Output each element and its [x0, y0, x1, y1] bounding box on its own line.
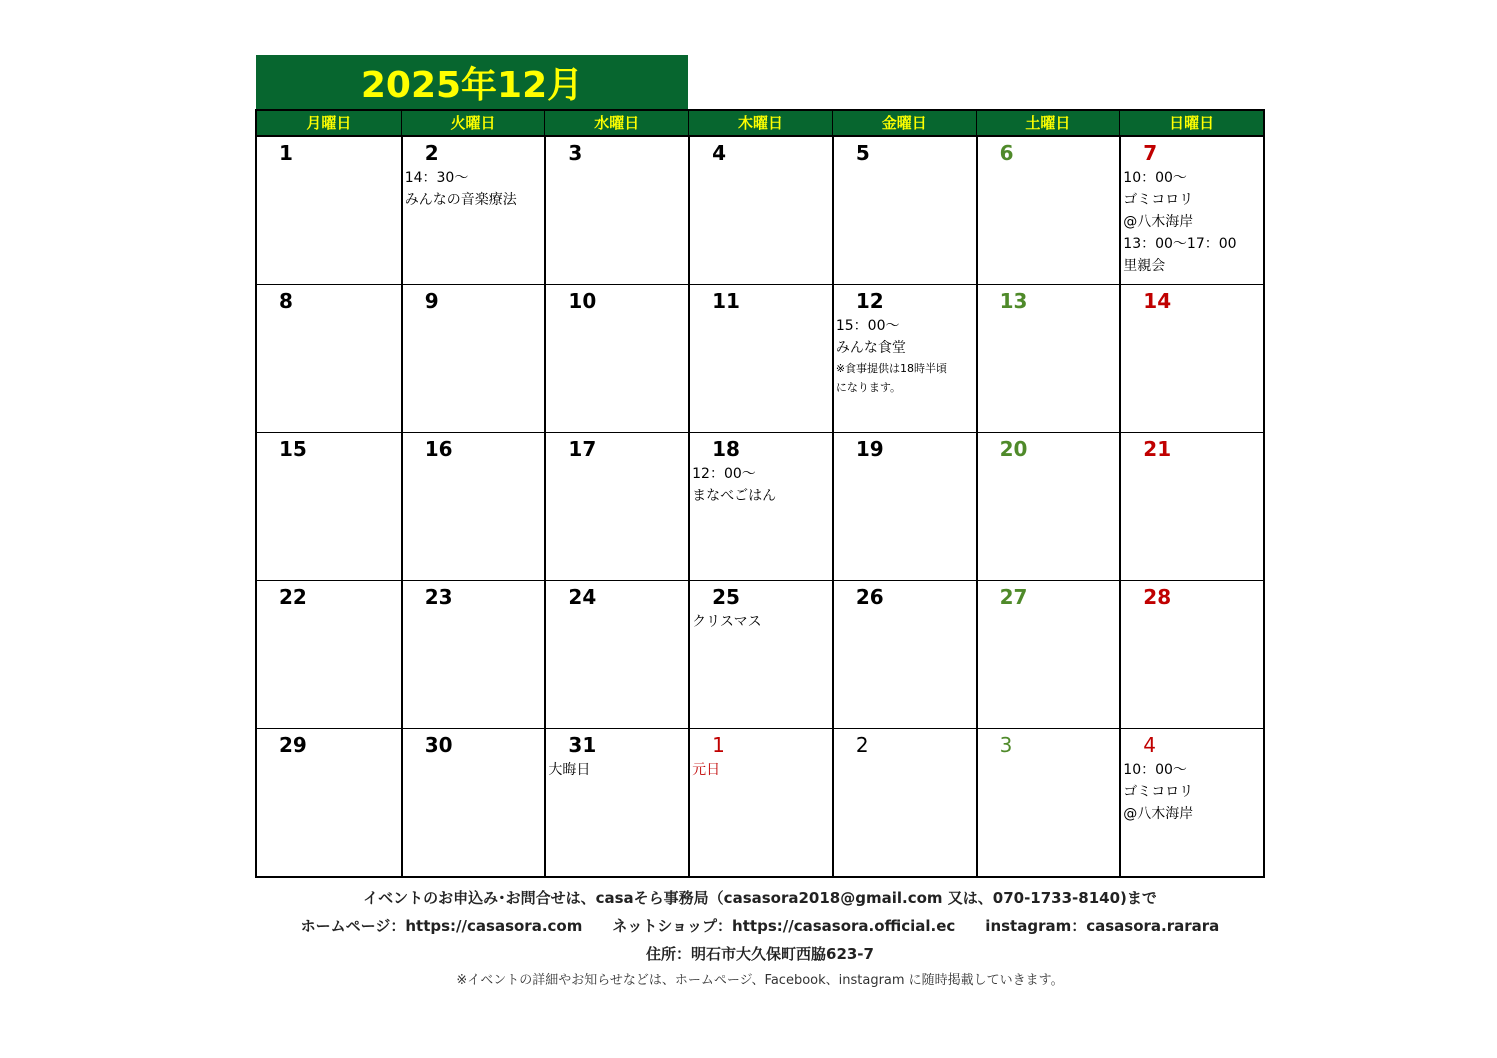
day-cell	[401, 729, 545, 876]
event-note: ※食事提供は18時半頃	[835, 362, 948, 375]
calendar-grid	[255, 109, 1265, 878]
day-number: 6	[999, 141, 1014, 165]
event-note: になります。	[835, 381, 901, 394]
event-text: ゴミコロリ	[1123, 784, 1194, 800]
weekday-label: 金曜日	[832, 111, 976, 135]
footer	[255, 884, 1265, 994]
weekday-label: 土曜日	[976, 111, 1120, 135]
day-cell	[832, 433, 976, 580]
day-cell	[1119, 581, 1263, 728]
day-events	[1123, 167, 1236, 277]
event-text: みんなの音楽療法	[404, 192, 517, 208]
day-number: 5	[855, 141, 870, 165]
day-cell	[257, 285, 401, 432]
day-cell	[832, 137, 976, 284]
day-events	[692, 463, 776, 507]
day-number: 26	[855, 585, 884, 609]
day-number: 20	[999, 437, 1028, 461]
day-events	[1123, 759, 1193, 825]
day-cell	[832, 285, 976, 432]
day-number: 12	[855, 289, 884, 313]
day-cell	[401, 137, 545, 284]
calendar-week	[257, 580, 1263, 728]
day-events	[405, 167, 517, 211]
weekday-label: 火曜日	[401, 111, 545, 135]
day-number: 27	[999, 585, 1028, 609]
event-text: ゴミコロリ	[1123, 192, 1194, 208]
day-number: 19	[855, 437, 884, 461]
day-cell	[257, 729, 401, 876]
day-cell	[688, 285, 832, 432]
day-number: 2	[424, 141, 439, 165]
day-events	[692, 759, 720, 781]
day-number: 7	[1143, 141, 1158, 165]
weekday-label: 水曜日	[544, 111, 688, 135]
calendar-week	[257, 728, 1263, 876]
event-text: 12：00～	[692, 466, 756, 482]
day-number: 2	[855, 733, 869, 757]
day-number: 1	[712, 733, 725, 757]
day-cell	[832, 729, 976, 876]
day-number: 11	[712, 289, 740, 313]
day-cell	[688, 729, 832, 876]
day-cell	[257, 581, 401, 728]
event-text: 大晦日	[548, 762, 591, 778]
day-cell	[544, 581, 688, 728]
calendar-week	[257, 284, 1263, 432]
day-cell	[1119, 137, 1263, 284]
day-number: 3	[999, 733, 1013, 757]
day-cell	[401, 581, 545, 728]
day-cell	[976, 433, 1120, 580]
day-number: 13	[999, 289, 1028, 313]
day-number: 29	[279, 733, 307, 757]
day-cell	[544, 285, 688, 432]
event-text: まなべごはん	[692, 488, 777, 504]
footer-note: ※イベントの詳細やお知らせなどは、ホームページ、Facebook、instagram に随時掲載していきます。	[456, 973, 1064, 988]
day-events	[692, 611, 761, 633]
day-number: 28	[1143, 585, 1172, 609]
event-text: 元日	[692, 762, 721, 778]
day-number: 4	[712, 141, 727, 165]
day-cell	[688, 137, 832, 284]
day-number: 10	[568, 289, 597, 313]
weekday-header	[257, 111, 1263, 137]
day-cell	[401, 433, 545, 580]
day-number: 31	[568, 733, 597, 757]
event-text: 10：00～	[1123, 762, 1187, 778]
day-cell	[976, 581, 1120, 728]
day-number: 21	[1143, 437, 1172, 461]
day-events	[548, 759, 590, 781]
day-cell	[257, 433, 401, 580]
day-events	[836, 315, 947, 397]
day-cell	[688, 433, 832, 580]
day-cell	[976, 137, 1120, 284]
day-cell	[401, 285, 545, 432]
event-text: @八木海岸	[1123, 806, 1194, 822]
event-text: 里親会	[1123, 258, 1166, 274]
calendar-title: 2025年12月	[256, 55, 688, 109]
day-number: 3	[568, 141, 583, 165]
day-number: 16	[424, 437, 453, 461]
weekday-label: 日曜日	[1119, 111, 1263, 135]
day-number: 30	[424, 733, 453, 757]
weekday-label: 木曜日	[688, 111, 832, 135]
event-text: @八木海岸	[1123, 214, 1194, 230]
day-number: 15	[279, 437, 307, 461]
contact-info: イベントのお申込み･お問合せは、casaそら事務局（casasora2018@gmail.com 又は、070-1733-8140)まで	[363, 889, 1157, 907]
weekday-label: 月曜日	[306, 114, 352, 132]
day-number: 14	[1143, 289, 1172, 313]
calendar-week	[257, 137, 1263, 284]
day-cell	[1119, 433, 1263, 580]
day-number: 9	[424, 289, 439, 313]
day-cell	[976, 729, 1120, 876]
day-number: 1	[279, 141, 293, 165]
day-number: 17	[568, 437, 597, 461]
event-text: 13：00～17：00	[1123, 236, 1237, 252]
day-cell	[1119, 285, 1263, 432]
day-cell	[257, 137, 401, 284]
day-cell	[544, 433, 688, 580]
event-text: 14：30～	[404, 170, 469, 186]
address: 住所：明石市大久保町西脇623-7	[646, 945, 874, 963]
event-text: 10：00～	[1123, 170, 1187, 186]
event-text: クリスマス	[692, 614, 762, 630]
event-text: 15：00～	[835, 318, 900, 334]
day-cell	[544, 729, 688, 876]
day-number: 24	[568, 585, 597, 609]
calendar-week	[257, 432, 1263, 580]
day-number: 22	[279, 585, 307, 609]
links-info: ホームページ：https://casasora.com ネットショップ：https://casasora.official.ec instagram：casasora.rarara	[300, 917, 1220, 935]
day-number: 4	[1143, 733, 1157, 757]
day-number: 23	[424, 585, 453, 609]
day-cell	[976, 285, 1120, 432]
day-number: 18	[712, 437, 740, 461]
day-cell	[544, 137, 688, 284]
day-cell	[688, 581, 832, 728]
day-number: 8	[279, 289, 293, 313]
day-cell	[1119, 729, 1263, 876]
day-number: 25	[712, 585, 740, 609]
event-text: みんな食堂	[835, 340, 906, 356]
day-cell	[832, 581, 976, 728]
